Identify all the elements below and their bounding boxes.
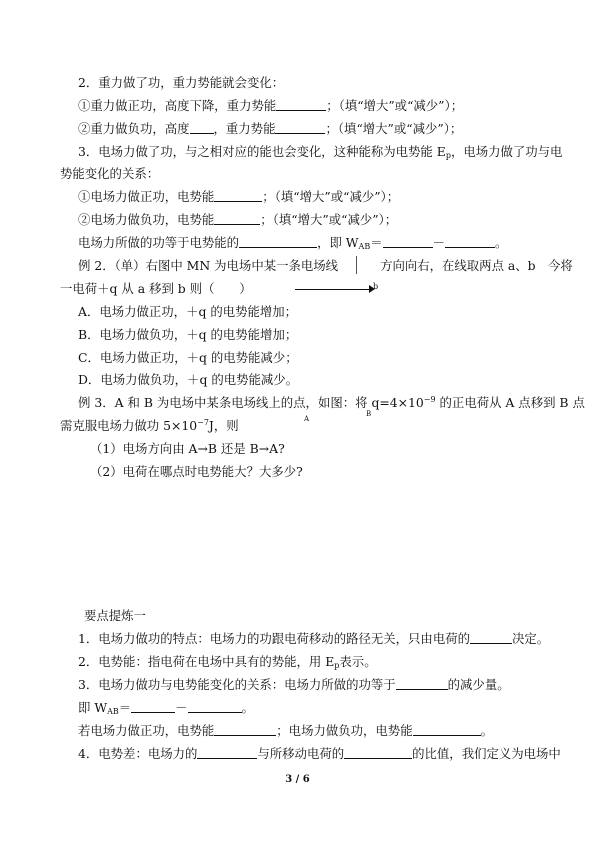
blank	[445, 235, 495, 248]
text-line: 2．电势能：指电荷在电场中具有的势能，用 $E_p$表示。	[78, 654, 377, 670]
blank	[344, 746, 412, 759]
question-1: （1）电场方向由 A→B 还是 B→A?	[90, 441, 285, 456]
blank	[470, 631, 512, 644]
text-line: 2．重力做了功，重力势能就会变化：	[78, 75, 285, 90]
text-line: 3．电场力做了功，与之相对应的能也会变化，这种能称为电势能 $E_p$，电场力做了功与电	[78, 144, 563, 160]
blank	[276, 98, 326, 111]
text-line: 若电场力做正功，电势能 ；电场力做负功，电势能 。	[78, 723, 493, 738]
text-line: 4．电势差：电场力的 与所移动电荷的 的比值，我们定义为电场中	[78, 746, 561, 761]
blank	[131, 700, 175, 713]
text-line: ①电场力做正功，电势能 ；（填“增大”或“减少”）；	[78, 189, 400, 204]
blank	[188, 700, 242, 713]
points-ab-figure	[296, 412, 376, 430]
blank	[214, 212, 260, 225]
blank	[190, 121, 214, 134]
blank	[383, 235, 433, 248]
point-label: b	[373, 282, 379, 291]
text-line: 例 2．（单）右图中 MN 为电场中某一条电场线 方向向右，在线取两点 a、b 今将	[78, 258, 573, 274]
text-line: 需克服电场力做功 $5\times 10^{-7}J$，则	[60, 418, 239, 433]
text-line: ①重力做正功，高度下降，重力势能 ；（填“增大”或“减少”）；	[78, 98, 464, 113]
section-heading: 要点提炼一	[84, 608, 146, 623]
field-line-arrow-figure	[295, 283, 377, 295]
blank	[275, 121, 325, 134]
option-c: C．电场力做正功，＋q 的电势能减少；	[78, 350, 298, 365]
text-line: 电场力所做的功等于电势能的 ，即 $W_{AB}=$ － 。	[78, 235, 508, 251]
page-number: 3 / 6	[285, 774, 310, 785]
blank	[197, 746, 257, 759]
blank	[214, 189, 262, 202]
option-a: A．电场力做正功，＋q 的电势能增加；	[78, 304, 298, 319]
blank	[214, 723, 276, 736]
field-line-mn-figure	[338, 260, 380, 274]
text-line: 例 3．A 和 B 为电场中某条电场线上的点，如图：将 $q=4\times 10^{-9}$ 的正电荷从 A 点移到 B 点	[78, 395, 585, 410]
text-line: 即 $W_{AB}=$ － 。	[78, 700, 254, 716]
question-2: （2）电荷在哪点时电势能大？大多少?	[90, 464, 303, 479]
text-line: ②电场力做负功，电势能 ；（填“增大”或“减少”）；	[78, 212, 398, 227]
blank	[396, 677, 448, 690]
option-d: D．电场力做负功，＋q 的电势能减少。	[78, 372, 299, 387]
point-label: B	[366, 410, 372, 418]
blank	[239, 235, 317, 248]
point-label: A	[304, 415, 310, 423]
text-line: 3．电场力做功与电势能变化的关系：电场力所做的功等于 的减少量。	[78, 677, 510, 692]
blank	[413, 723, 481, 736]
text-line: 一电荷＋q 从 a 移到 b 则（ ）	[60, 281, 252, 296]
text-line: ②重力做负功，高度 ，重力势能 ；（填“增大”或“减少”）；	[78, 121, 463, 136]
option-b: B．电场力做负功，＋q 的电势能增加；	[78, 327, 298, 342]
text-line: 势能变化的关系：	[60, 166, 160, 181]
text-line: 1．电场力做功的特点：电场力的功跟电荷移动的路径无关，只由电荷的 决定。	[78, 631, 550, 646]
